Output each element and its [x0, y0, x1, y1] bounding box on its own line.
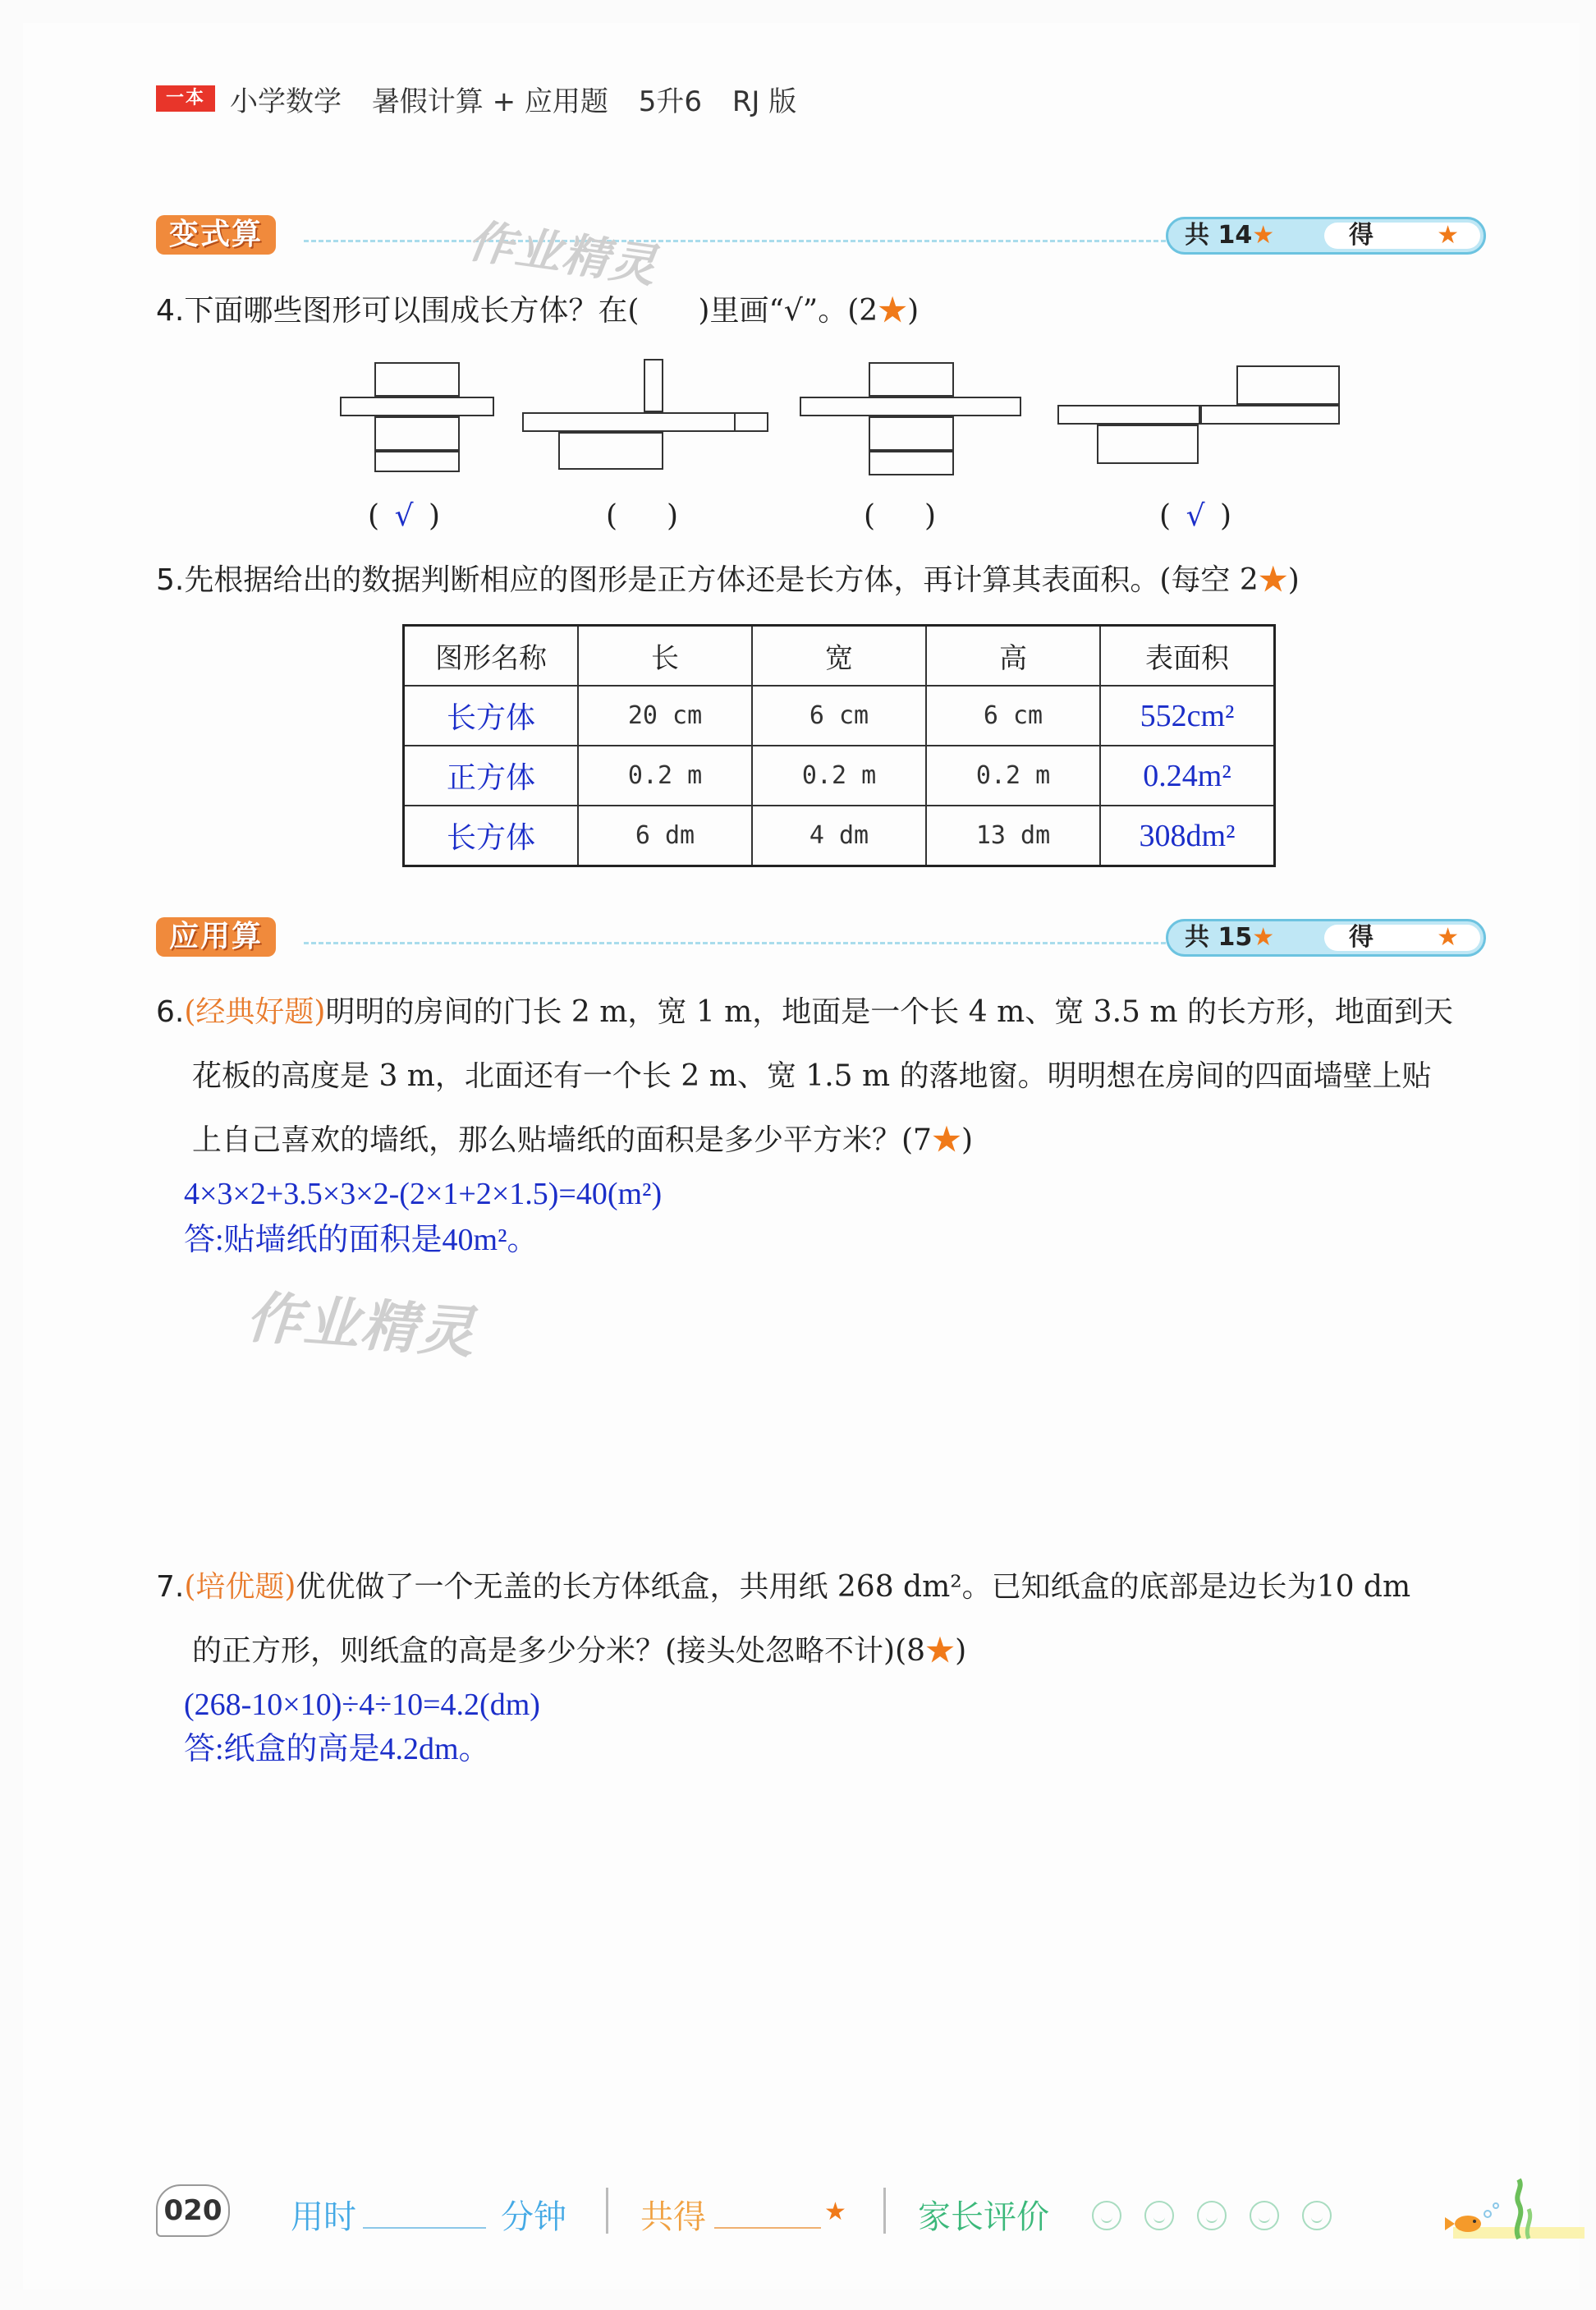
- width-cell: 6 cm: [752, 686, 926, 746]
- star-icon: ★: [1252, 923, 1275, 952]
- page-number: 020: [156, 2184, 230, 2237]
- shape-name: 长方体: [404, 806, 579, 866]
- score-total: 共 15★: [1185, 923, 1275, 952]
- score-get-label: 得: [1349, 923, 1374, 952]
- section-title: 应用算: [156, 917, 276, 957]
- smiley-icon[interactable]: [1250, 2201, 1279, 2230]
- header-book: 暑假计算 + 应用题: [371, 85, 608, 118]
- watermark: 作业精灵: [244, 1285, 479, 1366]
- smiley-icon[interactable]: [1092, 2201, 1121, 2230]
- star-icon: ★: [1252, 221, 1275, 250]
- minute-label: 分钟: [501, 2198, 566, 2236]
- score-box: [1166, 217, 1486, 255]
- answer-paren-2: ( ): [606, 499, 679, 533]
- column-header: 高: [926, 626, 1100, 687]
- star-icon: ★: [931, 1123, 961, 1157]
- question-number: 4.: [156, 294, 185, 328]
- height-cell: 6 cm: [926, 686, 1100, 746]
- question-text: 下面哪些图形可以围成长方体？在( )里画“√”。(2: [184, 294, 878, 328]
- star-icon: ★: [1437, 221, 1459, 250]
- table-row: [404, 686, 1275, 746]
- total-score-label: 共得: [640, 2198, 706, 2236]
- answer-sentence: 答:贴墙纸的面积是40m²。: [184, 1223, 539, 1257]
- answer-sentence: 答:纸盒的高是4.2dm。: [184, 1732, 490, 1766]
- answer-mark: √: [1186, 499, 1205, 533]
- answer-paren-3: ( ): [864, 499, 937, 533]
- shape-name: 长方体: [404, 686, 579, 746]
- star-icon: ★: [878, 294, 908, 328]
- length-cell: 0.2 m: [578, 746, 752, 806]
- section-title: 变式算: [156, 215, 276, 255]
- star-icon: ★: [1258, 563, 1288, 597]
- section-variant-calc: [156, 215, 1486, 258]
- surface-area-cell: 0.24m²: [1100, 746, 1275, 806]
- star-icon: ★: [1437, 923, 1459, 952]
- question-tag: (培优题): [184, 1570, 296, 1604]
- width-cell: 4 dm: [752, 806, 926, 866]
- question-6-line-3: 上自己喜欢的墙纸，那么贴墙纸的面积是多少平方米？(7★): [192, 1123, 974, 1157]
- section-applied-calc: [156, 917, 1486, 960]
- header-subject: 小学数学: [230, 85, 342, 118]
- time-blank: [363, 2227, 486, 2229]
- answer-paren-4: ( √ ): [1159, 499, 1232, 533]
- smiley-icon[interactable]: [1197, 2201, 1227, 2230]
- question-number: 7.: [156, 1570, 185, 1604]
- watermark: 作业精灵: [464, 214, 661, 294]
- surface-area-cell: 308dm²: [1100, 806, 1275, 866]
- score-blank: [714, 2227, 821, 2229]
- separator: [883, 2188, 886, 2234]
- answer-formula: (268-10×10)÷4÷10=4.2(dm): [184, 1688, 540, 1722]
- smiley-icon[interactable]: [1302, 2201, 1332, 2230]
- question-7-line-1: 7.(培优题)优优做了一个无盖的长方体纸盒，共用纸 268 dm²。已知纸盒的底部是边长为10 dm: [156, 1570, 1411, 1604]
- score-get-label: 得: [1349, 221, 1374, 250]
- section-divider: [304, 240, 1166, 242]
- width-cell: 0.2 m: [752, 746, 926, 806]
- surface-area-cell: 552cm²: [1100, 686, 1275, 746]
- publisher-logo: 一本: [156, 85, 215, 112]
- star-icon: ★: [925, 1634, 956, 1668]
- fish-seaweed-icon: [1437, 2176, 1585, 2242]
- score-box: [1166, 919, 1486, 957]
- question-close: ): [907, 294, 920, 328]
- length-cell: 20 cm: [578, 686, 752, 746]
- parent-evaluation-label: 家长评价: [918, 2198, 1049, 2236]
- header-edition: RJ 版: [732, 85, 797, 118]
- height-cell: 0.2 m: [926, 746, 1100, 806]
- page-footer: [156, 2176, 1585, 2250]
- answer-paren-1: ( √ ): [368, 499, 441, 533]
- height-cell: 13 dm: [926, 806, 1100, 866]
- question-6-line-1: 6.(经典好题)明明的房间的门长 2 m，宽 1 m，地面是一个长 4 m、宽 3.5 m 的长方形，地面到天: [156, 995, 1453, 1029]
- table-header-row: [404, 626, 1275, 687]
- question-close: ): [1287, 563, 1300, 597]
- answer-mark: √: [394, 499, 414, 533]
- question-tag: (经典好题): [184, 995, 326, 1029]
- question-text: 先根据给出的数据判断相应的图形是正方体还是长方体，再计算其表面积。(每空 2: [184, 563, 1259, 597]
- separator: [606, 2188, 608, 2234]
- question-6-line-2: 花板的高度是 3 m，北面还有一个长 2 m、宽 1.5 m 的落地窗。明明想在房间的四面墙壁上贴: [192, 1059, 1432, 1093]
- table-row: [404, 806, 1275, 866]
- header-grade: 5升6: [638, 85, 702, 118]
- smiley-icon[interactable]: [1144, 2201, 1174, 2230]
- table-row: [404, 746, 1275, 806]
- time-label: 用时: [291, 2198, 356, 2236]
- length-cell: 6 dm: [578, 806, 752, 866]
- question-5: [156, 563, 1300, 598]
- column-header: 表面积: [1100, 626, 1275, 687]
- star-icon: ★: [824, 2197, 846, 2226]
- column-header: 宽: [752, 626, 926, 687]
- column-header: 图形名称: [404, 626, 579, 687]
- section-divider: [304, 942, 1166, 944]
- question-7-line-2: 的正方形，则纸盒的高是多少分米？(接头处忽略不计)(8★): [192, 1634, 967, 1668]
- question-4: [156, 294, 919, 328]
- score-get: [1324, 223, 1480, 249]
- score-total: 共 14★: [1185, 221, 1275, 250]
- score-get: [1324, 925, 1480, 951]
- question-number: 5.: [156, 563, 185, 597]
- column-header: 长: [578, 626, 752, 687]
- shape-name: 正方体: [404, 746, 579, 806]
- page-header: [230, 79, 818, 119]
- question-number: 6.: [156, 995, 185, 1029]
- surface-area-table: [402, 624, 1276, 867]
- answer-formula: 4×3×2+3.5×3×2-(2×1+2×1.5)=40(m²): [184, 1177, 663, 1211]
